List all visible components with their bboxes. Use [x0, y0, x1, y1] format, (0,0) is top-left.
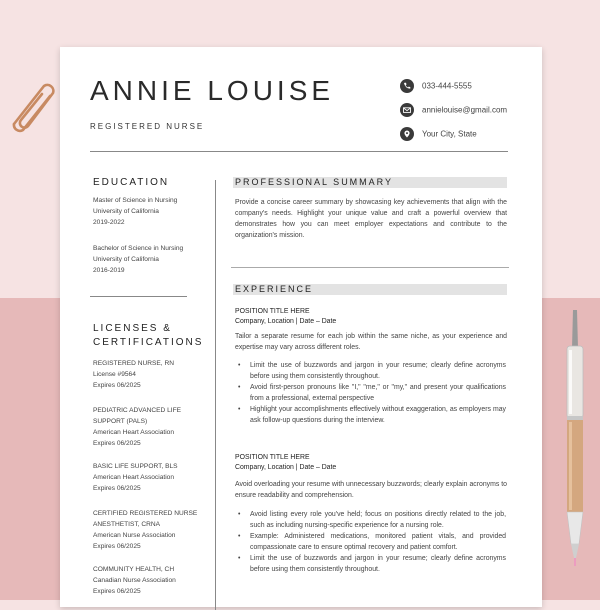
sidebar-divider: [90, 296, 187, 297]
job-title: REGISTERED NURSE: [90, 122, 205, 131]
bullet-item: • Avoid listing every role you've held; focus on positions directly related to the job, such as including nursing-specific experience for a nursing role.: [238, 509, 506, 531]
job-bullets-2: [238, 509, 506, 575]
license-item: BASIC LIFE SUPPORT, BLS American Heart Association Expires 06/2025: [93, 463, 178, 492]
license-item: CERTIFIED REGISTERED NURSE ANESTHETIST, CRNA American Nurse Association Expires 06/2025: [93, 510, 198, 550]
license-item: COMMUNITY HEALTH, CH Canadian Nurse Association Expires 06/2025: [93, 566, 176, 595]
resume-page: [60, 47, 542, 607]
contact-email: annielouise@gmail.com: [400, 103, 507, 117]
bullet-item: • Limit the use of buzzwords and jargon in your resume; clearly define acronyms before using them consistently throughout.: [238, 360, 506, 382]
education-heading: EDUCATION: [93, 177, 170, 188]
experience-heading-bar: [233, 284, 507, 295]
paperclip-image: [6, 72, 56, 134]
contact-phone: 033-444-5555: [400, 79, 472, 93]
summary-text: Provide a concise career summary by showcasing key achievements that align with the company's needs. Highlight your unique value and craft a powerful overview that demonstrates how you can meet employer expectations and contribute to the organization's mission.: [235, 199, 507, 239]
bullet-item: • Example: Administered medications, monitored patient vitals, and provided compassionate care to ensure optimal recovery and patient comfort.: [238, 531, 506, 553]
header-divider: [90, 151, 508, 152]
bullet-item: • Highlight your accomplishments effectively without exaggeration, as employers may ask follow-up questions during the interview.: [238, 404, 506, 426]
experience-heading: EXPERIENCE: [235, 284, 314, 294]
license-item: REGISTERED NURSE, RN License #9564 Expires 06/2025: [93, 360, 174, 389]
column-divider: [215, 180, 216, 610]
section-divider: [231, 267, 509, 268]
license-item: PEDIATRIC ADVANCED LIFE SUPPORT (PALS) American Heart Association Expires 06/2025: [93, 407, 182, 447]
location-pin-icon: [400, 127, 414, 141]
job-intro-2: Avoid overloading your resume with unnecessary buzzwords; clearly explain acronyms to ensure readability and comprehension.: [235, 481, 507, 499]
phone-icon: [400, 79, 414, 93]
bullet-item: • Avoid first-person pronouns like "I," "me," or "my," and present your qualifications from a professional, external perspective: [238, 382, 506, 404]
summary-heading-bar: [233, 177, 507, 188]
job-title-1: POSITION TITLE HERE Company, Location | Date – Date: [235, 308, 337, 325]
education-item: Bachelor of Science in Nursing University of California 2016-2019: [93, 245, 184, 274]
summary-heading: PROFESSIONAL SUMMARY: [235, 177, 394, 187]
licenses-heading: LICENSES & CERTIFICATIONS: [93, 323, 204, 348]
envelope-icon: [400, 103, 414, 117]
job-title-2: POSITION TITLE HERE Company, Location | Date – Date: [235, 454, 337, 471]
job-bullets-1: [238, 360, 506, 426]
candidate-name: ANNIE LOUISE: [90, 75, 335, 106]
contact-location: Your City, State: [400, 127, 477, 141]
bullet-item: • Limit the use of buzzwords and jargon in your resume; clearly define acronyms before using them consistently throughout.: [238, 553, 506, 575]
education-item: Master of Science in Nursing University of California 2019-2022: [93, 197, 178, 226]
job-intro-1: Tailor a separate resume for each job within the same niche, as your experience and expertise may vary across different roles.: [235, 333, 507, 351]
pen-image: [560, 308, 590, 570]
